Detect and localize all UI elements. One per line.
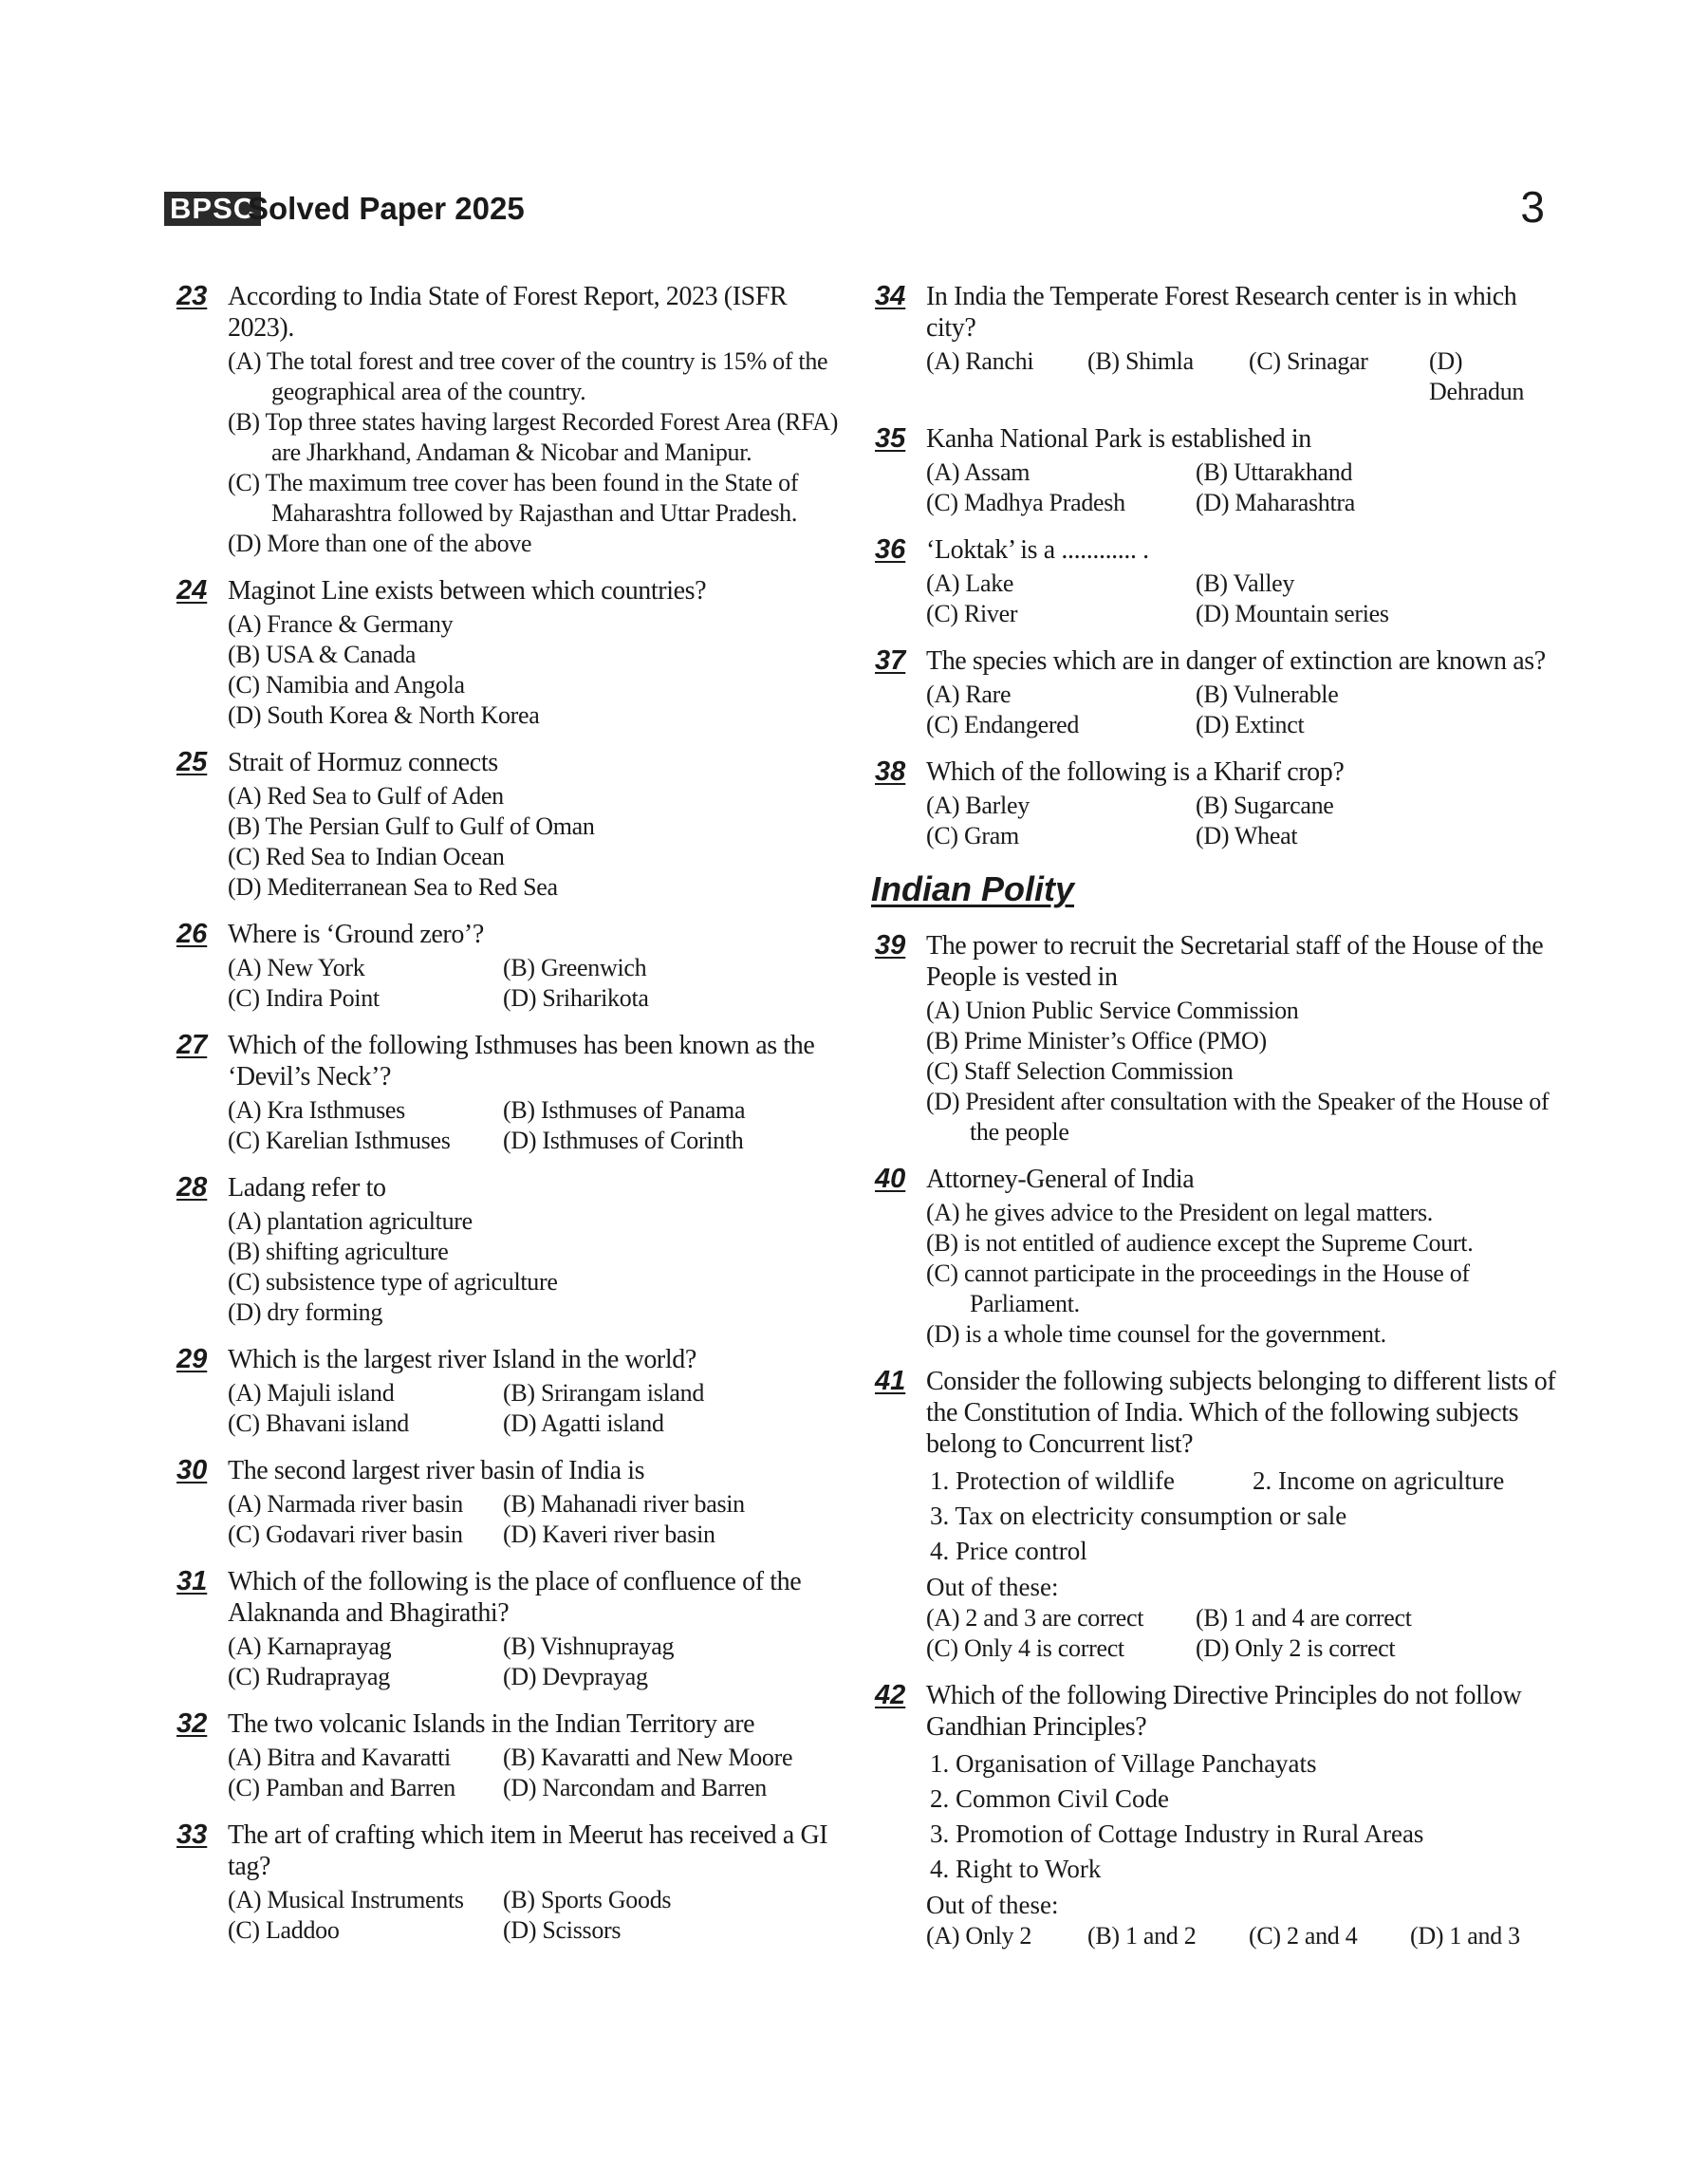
question-33 <box>176 1819 850 1946</box>
option-b: (B) Sports Goods <box>503 1886 672 1913</box>
option-b: (B) USA & Canada <box>228 641 417 668</box>
option-b: (B) Uttarakhand <box>1196 458 1353 486</box>
option-d: (D) Only 2 is correct <box>1196 1634 1396 1662</box>
page-header <box>164 182 1545 233</box>
question-23 <box>176 281 850 559</box>
option-a: (A) Red Sea to Gulf of Aden <box>228 782 504 810</box>
statement-4: 4. Price control <box>930 1537 1087 1565</box>
question-30 <box>176 1455 850 1550</box>
option-a: (A) New York <box>228 954 365 981</box>
option-c: (C) Namibia and Angola <box>228 671 465 699</box>
option-a: (A) Kra Isthmuses <box>228 1096 405 1124</box>
question-36 <box>875 534 1558 629</box>
statement-2: 2. Common Civil Code <box>930 1784 1170 1813</box>
question-text: Which of the following Isthmuses has been known as the ‘Devil’s Neck’? <box>228 1031 815 1092</box>
question-number: 35 <box>875 423 906 454</box>
left-column <box>176 281 850 1962</box>
option-b: (B) 1 and 4 are correct <box>1196 1604 1412 1632</box>
option-b: (B) Isthmuses of Panama <box>503 1096 746 1124</box>
option-c: (C) Madhya Pradesh <box>926 489 1125 516</box>
option-b: (B) Prime Minister’s Office (PMO) <box>926 1027 1267 1054</box>
out-of-these-label: Out of these: <box>926 1891 1059 1919</box>
question-text: The art of crafting which item in Meerut has received a GI tag? <box>228 1820 828 1881</box>
option-c: (C) 2 and 4 <box>1249 1922 1358 1950</box>
option-a: (A) Bitra and Kavaratti <box>228 1744 451 1771</box>
question-number: 27 <box>176 1030 208 1060</box>
question-number: 36 <box>875 534 906 565</box>
question-number: 40 <box>875 1164 906 1194</box>
option-c: (C) Godavari river basin <box>228 1521 463 1548</box>
option-b: (B) Mahanadi river basin <box>503 1490 745 1518</box>
options-grid <box>926 680 1558 740</box>
question-number: 24 <box>176 575 208 606</box>
question-number: 39 <box>875 930 906 961</box>
option-d: (D) Extinct <box>1196 711 1305 738</box>
option-a: (A) Union Public Service Commission <box>926 997 1299 1024</box>
option-c: (C) The maximum tree cover has been found in the State of Maharashtra followed by Rajasthan and Uttar Pradesh. <box>228 469 799 527</box>
options-row <box>926 346 1558 407</box>
option-d: (D) Dehradun <box>1429 347 1525 405</box>
options-list <box>228 781 850 903</box>
question-35 <box>875 423 1558 518</box>
options-list <box>228 346 850 559</box>
option-c: (C) subsistence type of agriculture <box>228 1268 558 1296</box>
option-d: (D) Sriharikota <box>503 984 649 1012</box>
options-list <box>228 609 850 731</box>
option-a: (A) Musical Instruments <box>228 1886 464 1913</box>
question-text: Which is the largest river Island in the world? <box>228 1345 696 1374</box>
options-grid <box>228 1743 850 1803</box>
option-d: (D) Mediterranean Sea to Red Sea <box>228 873 558 901</box>
option-c: (C) Red Sea to Indian Ocean <box>228 843 505 870</box>
option-b: (B) The Persian Gulf to Gulf of Oman <box>228 812 595 840</box>
option-b: (B) Vulnerable <box>1196 681 1339 708</box>
options-list <box>926 996 1558 1147</box>
question-39 <box>875 930 1558 1147</box>
question-32 <box>176 1708 850 1803</box>
question-text: Which of the following is a Kharif crop? <box>926 757 1345 787</box>
option-c: (C) River <box>926 600 1018 627</box>
question-number: 41 <box>875 1366 906 1396</box>
question-text: Which of the following is the place of confluence of the Alaknanda and Bhagirathi? <box>228 1567 802 1628</box>
option-d: (D) Narcondam and Barren <box>503 1774 767 1801</box>
option-c: (C) Laddoo <box>228 1916 340 1944</box>
question-number: 32 <box>176 1708 208 1739</box>
question-number: 38 <box>875 756 906 787</box>
option-b: (B) Kavaratti and New Moore <box>503 1744 793 1771</box>
option-c: (C) Srinagar <box>1249 347 1368 375</box>
question-text: ‘Loktak’ is a ............ . <box>926 535 1149 565</box>
question-41 <box>875 1366 1558 1664</box>
option-b: (B) Vishnuprayag <box>503 1633 675 1660</box>
option-a: (A) Lake <box>926 569 1014 597</box>
statement-1: 1. Protection of wildlife <box>930 1466 1175 1495</box>
option-d: (D) dry forming <box>228 1298 383 1326</box>
option-b: (B) Shimla <box>1087 347 1194 375</box>
option-d: (D) Kaveri river basin <box>503 1521 715 1548</box>
option-b: (B) Srirangam island <box>503 1379 705 1407</box>
page-number: 3 <box>1520 182 1545 232</box>
question-38 <box>875 756 1558 851</box>
question-number: 26 <box>176 919 208 949</box>
question-text: Attorney-General of India <box>926 1165 1195 1194</box>
option-a: (A) he gives advice to the President on legal matters. <box>926 1199 1433 1226</box>
question-24 <box>176 575 850 731</box>
option-c: (C) Karelian Isthmuses <box>228 1127 451 1154</box>
option-a: (A) Narmada river basin <box>228 1490 463 1518</box>
question-number: 28 <box>176 1172 208 1203</box>
options-row <box>926 1921 1558 1951</box>
statement-2: 2. Income on agriculture <box>1253 1466 1505 1495</box>
question-40 <box>875 1164 1558 1350</box>
option-c: (C) Gram <box>926 822 1019 849</box>
question-text: The second largest river basin of India is <box>228 1456 645 1485</box>
question-27 <box>176 1030 850 1156</box>
question-37 <box>875 645 1558 740</box>
option-d: (D) Scissors <box>503 1916 622 1944</box>
option-a: (A) The total forest and tree cover of the country is 15% of the geographical area of the country. <box>228 347 828 405</box>
question-number: 34 <box>875 281 906 311</box>
options-grid <box>228 953 850 1014</box>
options-grid <box>926 569 1558 629</box>
option-c: (C) cannot participate in the proceedings in the House of Parliament. <box>926 1259 1470 1317</box>
question-28 <box>176 1172 850 1328</box>
question-26 <box>176 919 850 1014</box>
option-d: (D) 1 and 3 <box>1410 1922 1520 1950</box>
options-list <box>926 1198 1558 1350</box>
options-grid <box>228 1489 850 1550</box>
option-d: (D) Wheat <box>1196 822 1298 849</box>
option-d: (D) is a whole time counsel for the government. <box>926 1320 1386 1348</box>
question-text: Strait of Hormuz connects <box>228 748 498 777</box>
question-text: Where is ‘Ground zero’? <box>228 920 484 949</box>
question-number: 37 <box>875 645 906 676</box>
question-text: Consider the following subjects belonging to different lists of the Constitution of India. Which of the following subjects belong to Concurrent list? <box>926 1367 1556 1459</box>
option-d: (D) Maharashtra <box>1196 489 1356 516</box>
option-c: (C) Rudraprayag <box>228 1663 390 1690</box>
question-25 <box>176 747 850 903</box>
question-number: 25 <box>176 747 208 777</box>
question-31 <box>176 1566 850 1692</box>
question-42 <box>875 1680 1558 1951</box>
option-a: (A) plantation agriculture <box>228 1207 473 1235</box>
out-of-these-label: Out of these: <box>926 1573 1059 1601</box>
question-number: 42 <box>875 1680 906 1710</box>
question-number: 30 <box>176 1455 208 1485</box>
statements-list <box>926 1746 1558 1887</box>
option-b: (B) Top three states having largest Recorded Forest Area (RFA) are Jharkhand, Andaman & Nicobar and Manipur. <box>228 408 839 466</box>
statements-list <box>926 1464 1558 1569</box>
question-text: The species which are in danger of extinction are known as? <box>926 646 1546 676</box>
option-a: (A) Karnaprayag <box>228 1633 392 1660</box>
option-a: (A) Rare <box>926 681 1012 708</box>
section-title-indian-polity: Indian Polity <box>871 869 1075 908</box>
options-grid <box>228 1885 850 1946</box>
question-text: According to India State of Forest Report, 2023 (ISFR 2023). <box>228 282 788 343</box>
options-grid <box>228 1378 850 1439</box>
option-a: (A) Only 2 <box>926 1922 1032 1950</box>
option-d: (D) Isthmuses of Corinth <box>503 1127 744 1154</box>
option-b: (B) 1 and 2 <box>1087 1922 1197 1950</box>
option-d: (D) President after consultation with the Speaker of the House of the people <box>926 1088 1550 1146</box>
option-c: (C) Staff Selection Commission <box>926 1057 1234 1085</box>
statement-3: 3. Promotion of Cottage Industry in Rural Areas <box>930 1819 1424 1848</box>
option-b: (B) Sugarcane <box>1196 792 1334 819</box>
option-d: (D) South Korea & North Korea <box>228 701 540 729</box>
question-number: 23 <box>176 281 208 311</box>
option-d: (D) Devprayag <box>503 1663 648 1690</box>
question-text: In India the Temperate Forest Research center is in which city? <box>926 282 1517 343</box>
question-number: 31 <box>176 1566 208 1596</box>
option-b: (B) is not entitled of audience except the Supreme Court. <box>926 1229 1474 1257</box>
option-c: (C) Pamban and Barren <box>228 1774 455 1801</box>
header-title: Solved Paper 2025 <box>248 191 525 226</box>
question-number: 33 <box>176 1819 208 1850</box>
question-34 <box>875 281 1558 407</box>
option-a: (A) France & Germany <box>228 610 454 638</box>
question-text: Maginot Line exists between which countries? <box>228 576 707 606</box>
options-grid <box>926 457 1558 518</box>
question-29 <box>176 1344 850 1439</box>
question-text: The power to recruit the Secretarial staff of the House of the People is vested in <box>926 931 1544 992</box>
options-list <box>228 1206 850 1328</box>
option-a: (A) Ranchi <box>926 347 1034 375</box>
options-grid <box>926 1603 1558 1664</box>
option-d: (D) Mountain series <box>1196 600 1389 627</box>
option-c: (C) Bhavani island <box>228 1409 410 1437</box>
option-a: (A) Assam <box>926 458 1030 486</box>
statement-3: 3. Tax on electricity consumption or sale <box>930 1502 1347 1530</box>
option-b: (B) Valley <box>1196 569 1295 597</box>
option-d: (D) Agatti island <box>503 1409 664 1437</box>
option-b: (B) shifting agriculture <box>228 1238 449 1265</box>
option-a: (A) 2 and 3 are correct <box>926 1604 1144 1632</box>
option-c: (C) Indira Point <box>228 984 380 1012</box>
question-number: 29 <box>176 1344 208 1374</box>
option-d: (D) More than one of the above <box>228 530 532 557</box>
statement-1: 1. Organisation of Village Panchayats <box>930 1749 1317 1778</box>
option-a: (A) Barley <box>926 792 1030 819</box>
bpsc-badge: BPSC <box>164 192 261 226</box>
question-text: Kanha National Park is established in <box>926 424 1311 454</box>
question-text: Which of the following Directive Principles do not follow Gandhian Principles? <box>926 1681 1522 1742</box>
option-c: (C) Endangered <box>926 711 1080 738</box>
option-a: (A) Majuli island <box>228 1379 395 1407</box>
option-c: (C) Only 4 is correct <box>926 1634 1124 1662</box>
question-text: The two volcanic Islands in the Indian Territory are <box>228 1709 755 1739</box>
option-b: (B) Greenwich <box>503 954 647 981</box>
options-grid <box>228 1632 850 1692</box>
right-column <box>871 281 1558 1968</box>
statement-4: 4. Right to Work <box>930 1855 1102 1883</box>
question-text: Ladang refer to <box>228 1173 386 1203</box>
options-grid <box>926 791 1558 851</box>
options-grid <box>228 1095 850 1156</box>
